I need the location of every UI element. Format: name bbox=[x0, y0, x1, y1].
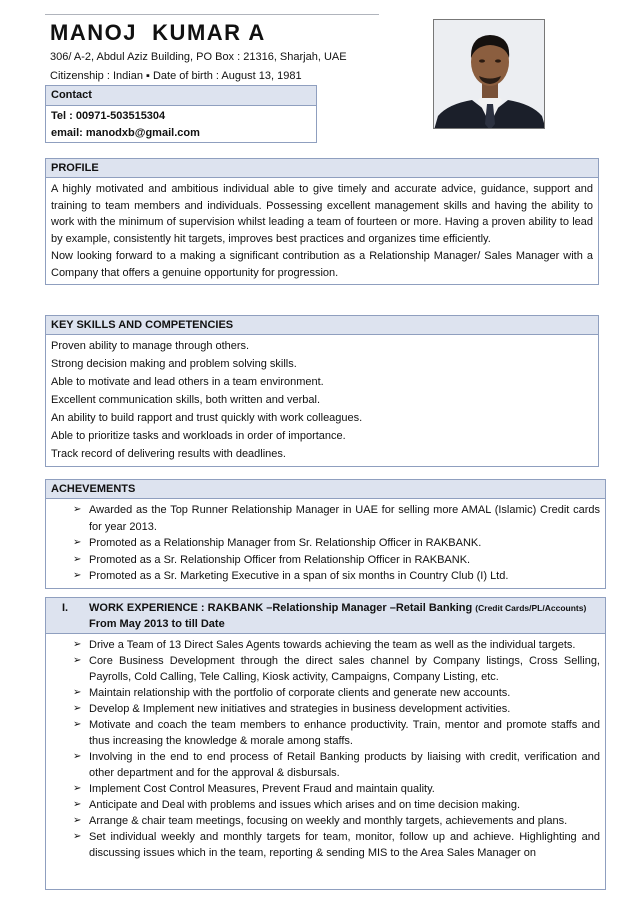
address: 306/ A-2, Abdul Aziz Building, PO Box : 21316, Sharjah, UAE bbox=[50, 51, 347, 63]
achievement-item: ➢ Promoted as a Sr. Marketing Executive in a span of six months in Country Club (I) Ltd. bbox=[51, 568, 600, 585]
skill-item: Strong decision making and problem solving skills. bbox=[51, 358, 297, 370]
profile-photo bbox=[433, 19, 545, 129]
achievements-section bbox=[45, 479, 606, 589]
duty-item: ➢ Involving in the end to end process of Retail Banking products by liaising with credit, verification and other department and for the approval & disbursals. bbox=[51, 749, 600, 781]
skills-title: KEY SKILLS AND COMPETENCIES bbox=[46, 316, 598, 335]
work-period: From May 2013 to till Date bbox=[89, 618, 225, 630]
achievements-title: ACHEVEMENTS bbox=[46, 480, 605, 499]
achievement-item: ➢ Promoted as a Relationship Manager from Sr. Relationship Officer in RAKBANK. bbox=[51, 535, 600, 552]
skill-item: Excellent communication skills, both written and verbal. bbox=[51, 394, 321, 406]
candidate-name: MANOJ KUMAR A bbox=[50, 20, 266, 45]
profile-paragraph: Now looking forward to a making a significant contribution as a Relationship Manager/ Sales Manager with a Company that offers a genuine opportunity for progression. bbox=[51, 250, 593, 279]
work-title-products: (Credit Cards/PL/Accounts) bbox=[475, 603, 587, 613]
duty-item: ➢ Implement Cost Control Measures, Prevent Fraud and maintain quality. bbox=[51, 781, 600, 797]
skill-item: Able to motivate and lead others in a team environment. bbox=[51, 376, 324, 388]
profile-paragraph: A highly motivated and ambitious individual able to give timely and accurate advice, guidance, support and training to team members and individuals. Possessing excellent management skills and having the ability to work with the minimum of supervision whilst leading a team of fourteen or more. Having a proven ability to lead by example, consistently hit targets, improves best practices and organizes time efficiently. bbox=[51, 183, 593, 245]
contact-box bbox=[45, 85, 317, 143]
duty-item: ➢ Drive a Team of 13 Direct Sales Agents towards achieving the team as well as the individual targets. bbox=[51, 637, 600, 653]
section-number: I. bbox=[62, 602, 69, 614]
citizenship-dob: Citizenship : Indian ▪ Date of birth : August 13, 1981 bbox=[50, 70, 302, 82]
duty-item: ➢ Motivate and coach the team members to enhance productivity. Train, mentor and promote staffs and thus increasing the knowledge & morale among staffs. bbox=[51, 717, 600, 749]
email: email: manodxb@gmail.com bbox=[51, 127, 200, 139]
profile-section bbox=[45, 158, 599, 285]
contact-title: Contact bbox=[46, 86, 316, 106]
achievement-item: ➢ Promoted as a Sr. Relationship Officer from Relationship Officer in RAKBANK. bbox=[51, 552, 600, 569]
profile-title: PROFILE bbox=[46, 159, 598, 178]
top-rule bbox=[45, 14, 379, 15]
duty-item: ➢ Maintain relationship with the portfolio of corporate clients and generate new accounts. bbox=[51, 685, 600, 701]
phone: Tel : 00971-503515304 bbox=[51, 110, 166, 122]
duty-item: ➢ Anticipate and Deal with problems and issues which arises and on time decision making. bbox=[51, 797, 600, 813]
skill-item: Proven ability to manage through others. bbox=[51, 340, 250, 352]
work-title: WORK EXPERIENCE : RAKBANK –Relationship Manager –Retail Banking bbox=[89, 602, 473, 614]
skill-item: Able to prioritize tasks and workloads in order of importance. bbox=[51, 430, 346, 442]
duty-item: ➢ Set individual weekly and monthly targets for team, monitor, follow up and achieve. Highlighting and discussing issues which in the team, reporting & sending MIS to the Area Sales Manager on bbox=[51, 829, 600, 861]
duty-item: ➢ Develop & Implement new initiatives and strategies in business development activities. bbox=[51, 701, 600, 717]
work-header bbox=[46, 598, 605, 634]
duty-item: ➢ Arrange & chair team meetings, focusing on weekly and monthly targets, achievements and plans. bbox=[51, 813, 600, 829]
skill-item: An ability to build rapport and trust quickly with work colleagues. bbox=[51, 412, 363, 424]
person-portrait-icon bbox=[434, 20, 545, 129]
work-experience-section bbox=[45, 597, 606, 890]
skill-item: Track record of delivering results with deadlines. bbox=[51, 448, 286, 460]
duty-item: ➢ Core Business Development through the direct sales channel by Company listings, Cross Selling, Payrolls, Cold Calling, Tele Calling, Kiosk activity, Campaigns, Company Listing, etc. bbox=[51, 653, 600, 685]
skills-section bbox=[45, 315, 599, 467]
achievement-item: ➢ Awarded as the Top Runner Relationship Manager in UAE for selling more AMAL (Islamic) Credit cards for year 2013. bbox=[51, 502, 600, 535]
